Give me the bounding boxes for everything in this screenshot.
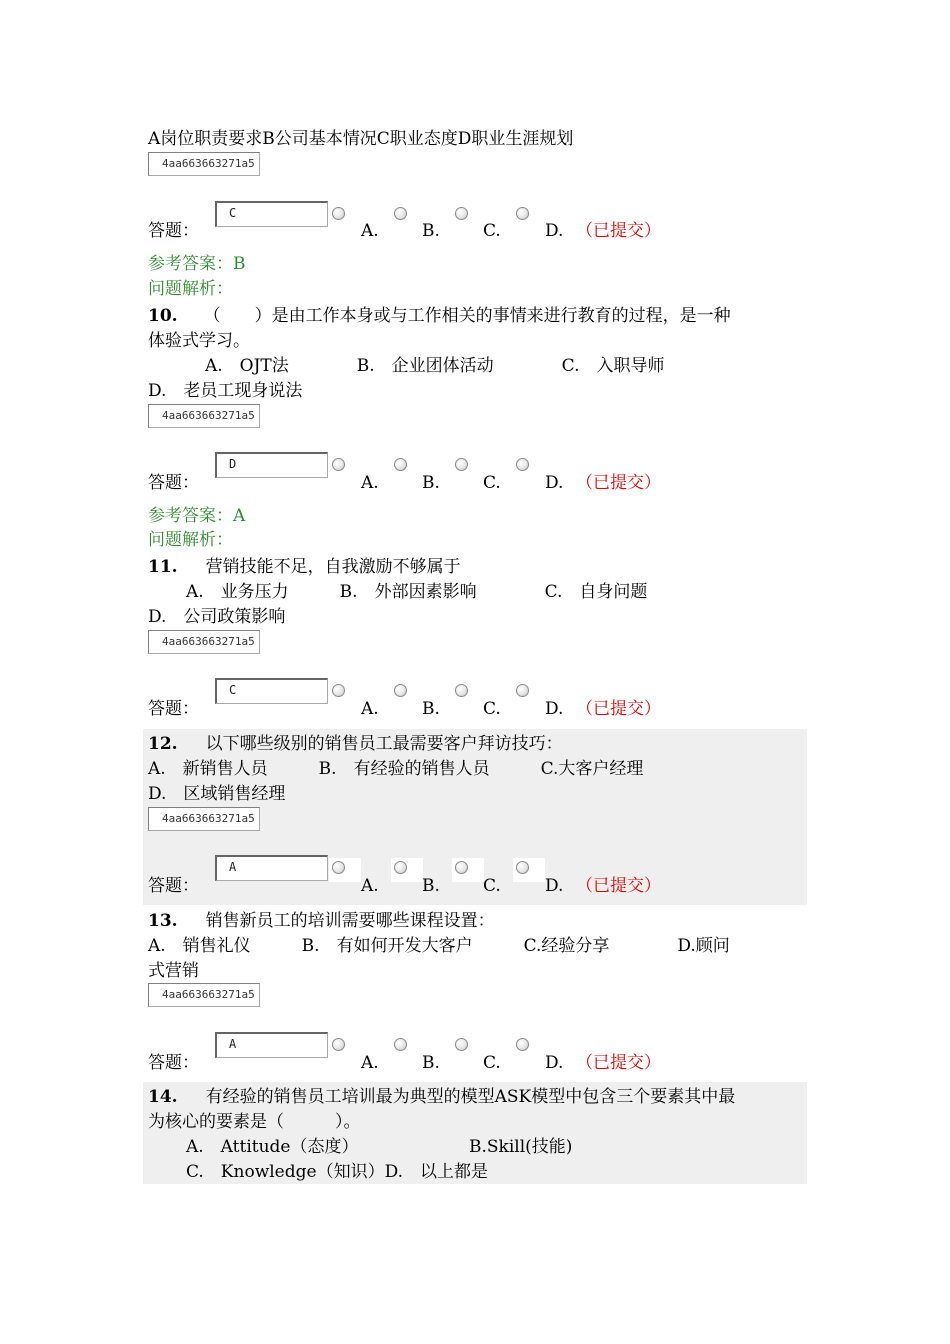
q9-analysis-label: 问题解析：: [148, 279, 233, 299]
q13-options-line-2: 式营销: [148, 961, 199, 981]
q11-answer-label: 答题：: [148, 699, 199, 719]
q13-hash-field[interactable]: 4aa663663271a5: [148, 983, 260, 1007]
q14-question: [148, 1086, 735, 1108]
radio-circle-icon: [455, 684, 468, 697]
q11-hash-field[interactable]: 4aa663663271a5: [148, 630, 260, 654]
q12-radio-a[interactable]: [329, 858, 361, 882]
q9-radio-c[interactable]: [452, 204, 472, 224]
q11-radio-a[interactable]: [329, 681, 349, 701]
q9-submitted-status: （已提交）: [576, 221, 661, 241]
radio-circle-icon: [332, 1038, 345, 1051]
q9-options-line: A岗位职责要求B公司基本情况C职业态度D职业生涯规划: [148, 129, 574, 149]
q12-option-b: B.: [422, 876, 440, 896]
q12-option-d: D.: [545, 876, 564, 896]
q9-reference-answer: 参考答案：B: [148, 254, 246, 274]
q9-option-a: A.: [361, 221, 379, 241]
q11-options-line-1: A. 业务压力 B. 外部因素影响 C. 自身问题: [186, 582, 648, 602]
q13-text: 销售新员工的培训需要哪些课程设置：: [205, 911, 495, 931]
q11-option-a: A.: [361, 699, 379, 719]
q12-submitted-status: （已提交）: [576, 876, 661, 896]
radio-circle-icon: [455, 207, 468, 220]
q10-submitted-status: （已提交）: [576, 473, 661, 493]
q11-radio-b[interactable]: [391, 681, 411, 701]
q14-options-line-1: A. Attitude（态度） B.Skill(技能): [186, 1137, 573, 1157]
q13-radio-c[interactable]: [452, 1035, 472, 1055]
q10-option-b: B.: [422, 473, 440, 493]
q13-submitted-status: （已提交）: [576, 1053, 661, 1073]
q13-answer-input[interactable]: A: [215, 1032, 328, 1058]
q11-radio-d[interactable]: [513, 681, 533, 701]
radio-circle-icon: [516, 684, 529, 697]
q12-hash-field[interactable]: 4aa663663271a5: [148, 807, 260, 831]
radio-circle-icon: [332, 207, 345, 220]
q11-radio-c[interactable]: [452, 681, 472, 701]
q14-options-line-2: C. Knowledge（知识）D. 以上都是: [186, 1162, 488, 1182]
q13-option-d: D.: [545, 1053, 564, 1073]
q10-options-line-1: A. OJT法 B. 企业团体活动 C. 入职导师: [205, 356, 665, 376]
q10-number: 10.: [148, 306, 178, 326]
radio-circle-icon: [516, 861, 529, 874]
q10-radio-b[interactable]: [391, 455, 411, 475]
radio-circle-icon: [394, 1038, 407, 1051]
q14-number: 14.: [148, 1087, 178, 1107]
q12-options-line-2: D. 区域销售经理: [148, 784, 286, 804]
radio-circle-icon: [455, 1038, 468, 1051]
q9-answer-input[interactable]: C: [215, 201, 328, 227]
q10-text-1: （ ）是由工作本身或与工作相关的事情来进行教育的过程，是一种: [203, 306, 731, 326]
q13-options-line-1: A. 销售礼仪 B. 有如何开发大客户 C.经验分享 D.顾问: [148, 936, 730, 956]
q9-option-c: C.: [483, 221, 501, 241]
q11-number: 11.: [148, 557, 178, 577]
q12-radio-d[interactable]: [513, 858, 545, 882]
q12-answer-label: 答题：: [148, 876, 199, 896]
q13-question: [148, 910, 495, 932]
radio-circle-icon: [332, 458, 345, 471]
q9-answer-label: 答题：: [148, 221, 199, 241]
q13-radio-a[interactable]: [329, 1035, 349, 1055]
q10-answer-label: 答题：: [148, 473, 199, 493]
q10-answer-input[interactable]: D: [215, 452, 328, 478]
q12-option-a: A.: [361, 876, 379, 896]
q11-option-c: C.: [483, 699, 501, 719]
q12-text: 以下哪些级别的销售员工最需要客户拜访技巧：: [205, 734, 563, 754]
q13-option-b: B.: [422, 1053, 440, 1073]
q12-answer-input[interactable]: A: [215, 855, 328, 881]
q12-option-c: C.: [483, 876, 501, 896]
q12-radio-b[interactable]: [391, 858, 423, 882]
q13-number: 13.: [148, 911, 178, 931]
q12-question: [148, 733, 563, 755]
q9-radio-b[interactable]: [391, 204, 411, 224]
q9-option-b: B.: [422, 221, 440, 241]
radio-circle-icon: [394, 861, 407, 874]
q9-radio-d[interactable]: [513, 204, 533, 224]
radio-circle-icon: [394, 458, 407, 471]
radio-circle-icon: [394, 207, 407, 220]
q13-option-c: C.: [483, 1053, 501, 1073]
radio-circle-icon: [455, 458, 468, 471]
q10-reference-answer: 参考答案：A: [148, 506, 246, 526]
q12-options-line-1: A. 新销售人员 B. 有经验的销售人员 C.大客户经理: [148, 759, 644, 779]
radio-circle-icon: [516, 207, 529, 220]
q10-question: [148, 305, 731, 327]
q14-text-2: 为核心的要素是（ ）。: [148, 1112, 361, 1132]
q9-radio-a[interactable]: [329, 204, 349, 224]
radio-circle-icon: [332, 861, 345, 874]
q11-options-line-2: D. 公司政策影响: [148, 607, 286, 627]
q10-radio-c[interactable]: [452, 455, 472, 475]
q14-text-1: 有经验的销售员工培训最为典型的模型ASK模型中包含三个要素其中最: [205, 1087, 736, 1107]
radio-circle-icon: [394, 684, 407, 697]
radio-circle-icon: [516, 458, 529, 471]
q9-option-d: D.: [545, 221, 564, 241]
q12-number: 12.: [148, 734, 178, 754]
q11-submitted-status: （已提交）: [576, 699, 661, 719]
q11-option-b: B.: [422, 699, 440, 719]
q11-option-d: D.: [545, 699, 564, 719]
q10-analysis-label: 问题解析：: [148, 530, 233, 550]
q11-question: [148, 556, 461, 578]
q13-radio-b[interactable]: [391, 1035, 411, 1055]
q10-radio-d[interactable]: [513, 455, 533, 475]
q13-option-a: A.: [361, 1053, 379, 1073]
q10-hash-field[interactable]: 4aa663663271a5: [148, 404, 260, 428]
q10-option-c: C.: [483, 473, 501, 493]
q11-text: 营销技能不足，自我激励不够属于: [205, 557, 461, 577]
q9-hash-field[interactable]: 4aa663663271a5: [148, 152, 260, 176]
q13-answer-label: 答题：: [148, 1053, 199, 1073]
q11-answer-input[interactable]: C: [215, 678, 328, 704]
q10-text-2: 体验式学习。: [148, 331, 250, 351]
radio-circle-icon: [332, 684, 345, 697]
q10-option-a: A.: [361, 473, 379, 493]
radio-circle-icon: [516, 1038, 529, 1051]
radio-circle-icon: [455, 861, 468, 874]
q10-option-d: D.: [545, 473, 564, 493]
q12-radio-c[interactable]: [452, 858, 484, 882]
q13-radio-d[interactable]: [513, 1035, 533, 1055]
q10-options-line-2: D. 老员工现身说法: [148, 381, 303, 401]
q10-radio-a[interactable]: [329, 455, 349, 475]
